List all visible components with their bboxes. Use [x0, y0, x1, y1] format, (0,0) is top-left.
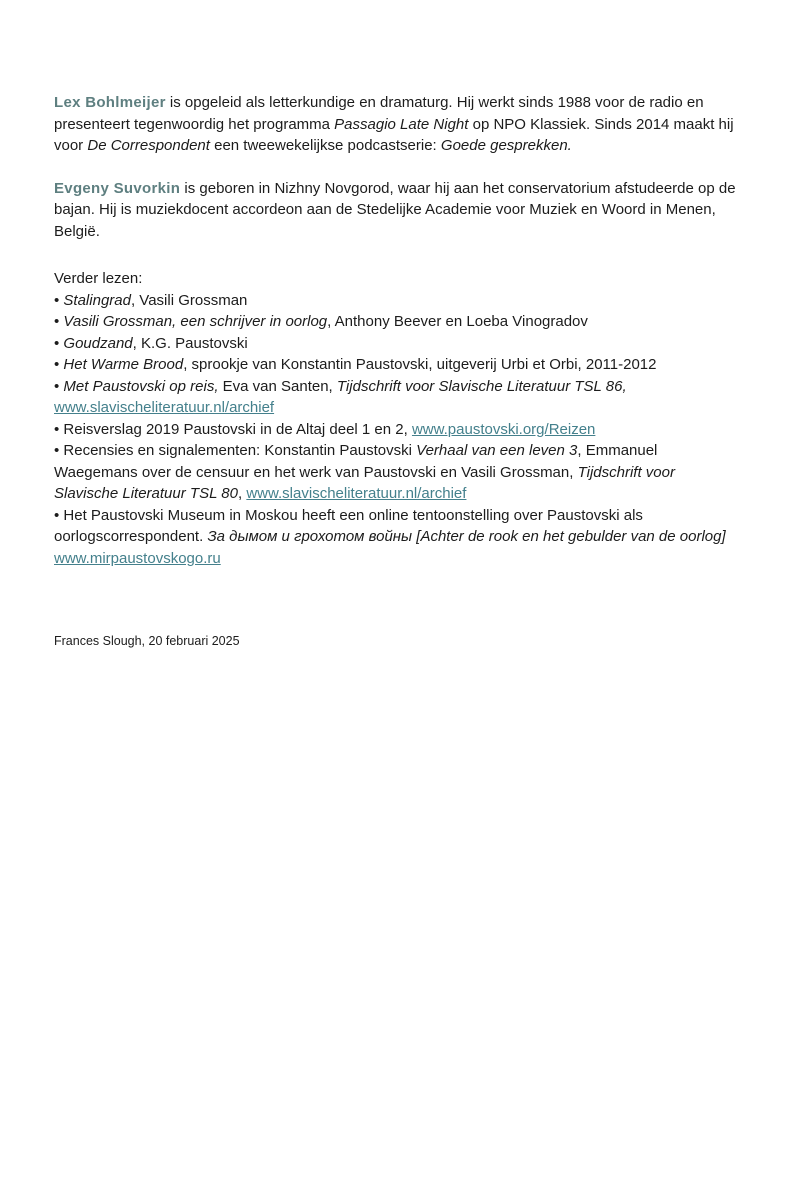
text-segment: Passagio Late Night	[334, 115, 469, 133]
further-reading-heading	[54, 268, 738, 290]
text-segment: •	[54, 377, 64, 395]
person-name-lex-bohlmeijer: Lex Bohlmeijer	[54, 94, 166, 111]
text-segment: op NPO Klassiek. Sinds 2014 maakt hij voor	[54, 115, 734, 154]
reading-item-recensies-signalementen	[54, 440, 738, 505]
text-segment: Goudzand	[63, 334, 133, 352]
text-segment: • Recensies en signalementen: Konstantin Paustovski	[54, 442, 417, 459]
text-segment: • Het Paustovski Museum in Moskou heeft een online tentoonstelling over Paustovski als oorlogscorrespondent.	[54, 506, 643, 545]
person-name-evgeny-suvorkin: Evgeny Suvorkin	[54, 179, 181, 197]
text-segment: Vasili Grossman, een schrijver in oorlog	[63, 313, 328, 330]
text-segment: , Vasili Grossman	[130, 291, 248, 309]
reading-item-het-warme-brood	[54, 354, 738, 376]
text-segment: Frances Slough, 20 februari 2025	[54, 634, 240, 648]
text-segment: Verhaal van een leven 3	[416, 442, 578, 459]
text-segment: , K.G. Paustovski	[132, 334, 248, 352]
text-segment: Stalingrad	[63, 291, 131, 309]
text-segment: Tijdschrift voor Slavische Literatuur TSL 86,	[336, 377, 627, 395]
text-segment: [	[412, 528, 421, 545]
text-segment: Met Paustovski op reis,	[63, 377, 219, 395]
text-segment: Het Warme Brood	[63, 356, 184, 373]
text-segment: een tweewekelijkse podcastserie:	[209, 137, 441, 154]
bio-evgeny-suvorkin	[54, 178, 738, 243]
link-slavischeliteratuur-archief-1[interactable]: www.slavischeliteratuur.nl/archief	[54, 399, 275, 416]
text-segment: , sprookje van Konstantin Paustovski, uitgeverij Urbi et Orbi, 2011-2012	[183, 356, 657, 373]
text-segment: •	[54, 291, 64, 309]
text-segment: •	[54, 313, 64, 330]
reading-item-grossman-schrijver-in-oorlog	[54, 311, 738, 333]
text-segment: , Emmanuel Waegemans over de censuur en het werk van Paustovski en Vasili Grossman,	[54, 442, 658, 481]
text-segment: За дымом и грохотом войны	[207, 528, 413, 545]
text-segment: is geboren in Nizhny Novgorod, waar hij aan het conservatorium afstudeerde op de bajan. Hij is muziekdocent accordeon aan de Stedelijke Academie voor Muziek en Woord in Menen, België.	[54, 179, 736, 240]
reading-item-paustovski-museum	[54, 505, 738, 570]
text-segment: Achter de rook en het gebulder van de oorlog	[420, 528, 722, 545]
link-mirpaustovskogo[interactable]: www.mirpaustovskogo.ru	[54, 549, 221, 567]
text-segment: •	[54, 356, 64, 373]
text-segment: is opgeleid als letterkundige en dramaturg. Hij werkt sinds 1988 voor de radio en presenteert tegenwoordig het programma	[54, 94, 704, 133]
text-segment: Eva van Santen,	[218, 377, 337, 395]
text-segment: De Correspondent	[87, 137, 210, 154]
document-body	[54, 92, 738, 650]
text-segment: , Anthony Beever en Loeba Vinogradov	[327, 313, 588, 330]
author-date-line	[54, 633, 738, 650]
reading-item-reisverslag-altaj	[54, 419, 738, 441]
text-segment: • Reisverslag 2019 Paustovski in de Altaj deel 1 en 2,	[54, 420, 412, 438]
text-segment: Tijdschrift voor Slavische Literatuur TSL 80	[54, 463, 675, 502]
text-segment: ]	[721, 528, 726, 545]
bio-lex-bohlmeijer	[54, 92, 738, 157]
reading-item-goudzand	[54, 333, 738, 355]
reading-item-stalingrad	[54, 290, 738, 312]
reading-item-met-paustovski-op-reis	[54, 376, 738, 419]
text-segment: Verder lezen:	[54, 270, 143, 287]
link-slavischeliteratuur-archief-2[interactable]: www.slavischeliteratuur.nl/archief	[246, 485, 467, 502]
text-segment: Goede gesprekken.	[440, 137, 572, 154]
link-paustovski-reizen[interactable]: www.paustovski.org/Reizen	[411, 420, 596, 438]
text-segment: ,	[238, 485, 247, 502]
text-segment: •	[54, 334, 64, 352]
